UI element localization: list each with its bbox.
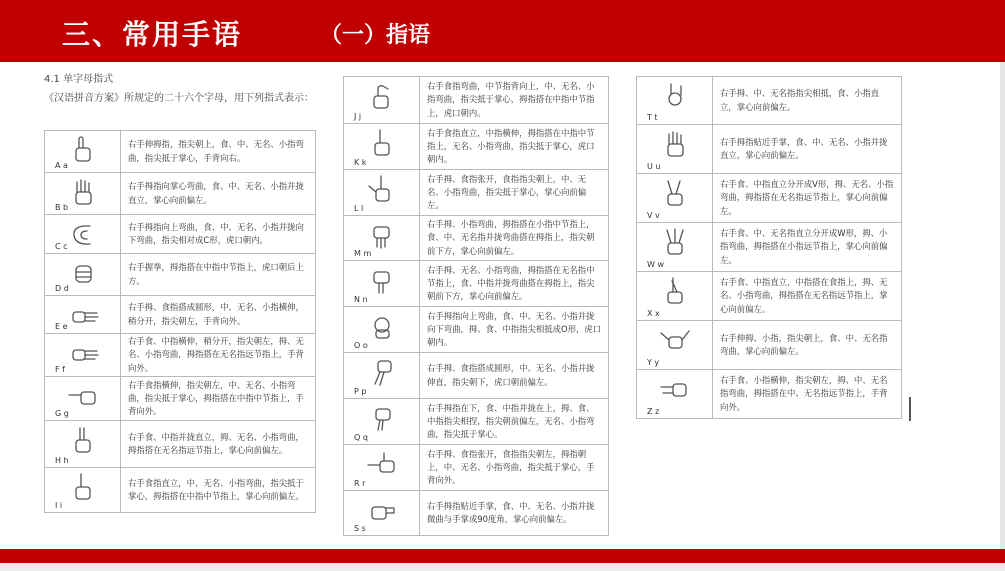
- sign-description: 右手拇指向掌心弯曲，食、中、无名、小指并拢直立，掌心向前偏左。: [121, 173, 316, 215]
- sign-image-cell: [45, 215, 121, 254]
- v-shape-hand-icon: [637, 177, 713, 209]
- table-row: [344, 261, 609, 307]
- table-row: [344, 491, 609, 536]
- letter-label: R r: [354, 479, 366, 488]
- bent-index-hand-icon: [344, 80, 420, 112]
- sign-description: 右手食、中指并拢直立，拇、无名、小指弯曲，拇指搭在无名指远节指上，掌心向前偏左。: [121, 421, 316, 468]
- right-edge-strip: [1000, 62, 1005, 549]
- table-row: [344, 124, 609, 170]
- sign-description: 右手握拳，拇指搭在中指中节指上，虎口朝后上方。: [121, 254, 316, 296]
- sign-image-cell: [344, 124, 420, 170]
- sign-description: 右手拇、食指张开，食指指尖朝上，中、无名、小指弯曲，指尖抵于掌心，掌心向前偏左。: [420, 170, 609, 216]
- sign-description: 右手拇、小指弯曲，拇指搭在小指中节指上，食、中、无名指并拢弯曲搭在拇指上，指尖朝前下方，掌心向前偏左。: [420, 216, 609, 261]
- table-row: [637, 272, 902, 321]
- sign-description: 右手伸拇、小指，指尖朝上，食、中、无名指弯曲，掌心向前偏左。: [713, 321, 902, 370]
- table-row: [45, 215, 316, 254]
- letter-label: E e: [55, 322, 68, 331]
- sign-description: 右手食指直立，中、无名、小指弯曲，指尖抵于掌心，拇指搭在中指中节指上，掌心向前偏左。: [121, 468, 316, 513]
- sign-image-cell: [45, 173, 121, 215]
- sign-description: 右手食、中、无名指直立分开成W形，拇、小指弯曲，拇指搭在小指远节指上，掌心向前偏左。: [713, 223, 902, 272]
- q-shape-hand-icon: [344, 402, 420, 434]
- alphabet-table-3: [636, 76, 902, 419]
- index-up-hand-icon: [344, 127, 420, 159]
- pointing-left-hand-icon: [45, 380, 121, 412]
- sign-description: 右手拇、食指搭成圆形，中、无名、小指并拢伸直，指尖朝下，虎口朝前偏左。: [420, 353, 609, 399]
- sign-description: 右手拇指向上弯曲，食、中、无名、小指并拢向下弯曲，拇、食、中指指尖相抵成O形，虎口朝内。: [420, 307, 609, 353]
- sign-description: 右手食、小指横伸，指尖朝左，拇、中、无名指弯曲，拇指搭在中、无名指远节指上，手背向外。: [713, 370, 902, 419]
- sign-image-cell: [637, 223, 713, 272]
- letter-label: I i: [55, 501, 63, 510]
- two-fingers-down-hand-icon: [344, 264, 420, 296]
- table-row: [45, 131, 316, 173]
- footer-strip: [0, 563, 1005, 571]
- sign-image-cell: [637, 272, 713, 321]
- letter-label: Q q: [354, 433, 368, 442]
- letter-label: T t: [647, 113, 658, 122]
- table-row: [637, 77, 902, 125]
- three-fingers-down-hand-icon: [344, 219, 420, 251]
- sign-description: 右手伸拇指，指尖朝上，食、中、无名、小指弯曲，指尖抵于掌心，手背向右。: [121, 131, 316, 173]
- letter-label: V v: [647, 211, 660, 220]
- letter-label: Y y: [647, 358, 660, 367]
- letter-label: O o: [354, 341, 368, 350]
- letter-label: K k: [354, 158, 367, 167]
- table-row: [45, 173, 316, 215]
- sign-image-cell: [344, 445, 420, 491]
- letter-label: H h: [55, 456, 69, 465]
- letter-label: D d: [55, 284, 69, 293]
- letter-label: N n: [354, 295, 368, 304]
- sign-description: 右手拇、中、无名指指尖相抵，食、小指直立，掌心向前偏左。: [713, 77, 902, 125]
- letter-label: U u: [647, 162, 661, 171]
- sign-image-cell: [45, 377, 121, 421]
- sign-description: 右手拇、食指张开，食指指尖朝左，拇指朝上，中、无名、小指弯曲，指尖抵于掌心，手背向外。: [420, 445, 609, 491]
- sign-description: 右手拇指向上弯曲，食、中、无名、小指并拢向下弯曲，指尖相对成C形，虎口朝内。: [121, 215, 316, 254]
- sign-description: 右手拇、食指搭成圆形，中、无名、小指横伸，稍分开，指尖朝左，手背向外。: [121, 296, 316, 334]
- flat-hand-icon: [637, 128, 713, 160]
- sign-description: 右手食指直立，中指横伸，拇指搭在中指中节指上，无名、小指弯曲，指尖抵于掌心，虎口朝内。: [420, 124, 609, 170]
- sign-image-cell: [637, 125, 713, 174]
- sign-image-cell: [344, 261, 420, 307]
- sign-image-cell: [344, 216, 420, 261]
- scroll-marker: [909, 397, 911, 421]
- letter-label: X x: [647, 309, 660, 318]
- sign-description: 右手食指弯曲，中节指背向上，中、无名、小指弯曲，指尖抵于掌心，拇指搭在中指中节指上，虎口朝内。: [420, 77, 609, 124]
- letter-label: B b: [55, 203, 69, 212]
- p-shape-hand-icon: [344, 356, 420, 388]
- alphabet-table-1: [44, 130, 316, 513]
- sign-image-cell: [45, 421, 121, 468]
- sign-image-cell: [344, 491, 420, 536]
- sign-image-cell: [344, 399, 420, 445]
- sign-description: 右手食、中指直立分开成V形，拇、无名、小指弯曲，拇指搭在无名指远节指上，掌心向前偏左。: [713, 174, 902, 223]
- table-row: [344, 216, 609, 261]
- table-row: [637, 125, 902, 174]
- table-row: [637, 174, 902, 223]
- x-shape-hand-icon: [637, 275, 713, 307]
- sign-image-cell: [45, 334, 121, 377]
- table-row: [344, 353, 609, 399]
- sign-image-cell: [45, 131, 121, 173]
- sign-image-cell: [637, 321, 713, 370]
- section-heading: 4.1 单字母指式: [44, 74, 114, 85]
- o-shape-hand-icon: [344, 310, 420, 342]
- index-up-hand-icon: [45, 471, 121, 503]
- sign-description: 右手拇、无名、小指弯曲，拇指搭在无名指中节指上，食、中指并拢弯曲搭在拇指上，指尖朝前下方，掌心向前偏左。: [420, 261, 609, 307]
- letter-label: F f: [55, 365, 65, 374]
- sign-image-cell: [45, 468, 121, 513]
- letter-label: Z z: [647, 407, 660, 416]
- table-row: [45, 334, 316, 377]
- sign-image-cell: [45, 296, 121, 334]
- table-row: [344, 77, 609, 124]
- footer-bar: [0, 549, 1005, 563]
- letter-label: A a: [55, 161, 68, 170]
- letter-label: J j: [354, 112, 362, 121]
- table-row: [344, 445, 609, 491]
- sign-description: 右手拇指贴近手掌，食、中、无名、小指并拢直立，掌心向前偏左。: [713, 125, 902, 174]
- sign-image-cell: [344, 353, 420, 399]
- table-row: [344, 399, 609, 445]
- table-row: [45, 468, 316, 513]
- table-row: [637, 223, 902, 272]
- table-row: [637, 321, 902, 370]
- sign-image-cell: [637, 370, 713, 419]
- intro-text: 《汉语拼音方案》所规定的二十六个字母，用下列指式表示：: [44, 93, 314, 104]
- section-subtitle: （一）指语: [320, 23, 431, 48]
- letter-label: C c: [55, 242, 68, 251]
- letter-label: S s: [354, 524, 366, 533]
- table-row: [45, 296, 316, 334]
- sign-image-cell: [344, 170, 420, 216]
- sign-image-cell: [637, 174, 713, 223]
- z-shape-hand-icon: [637, 373, 713, 405]
- l-shape-hand-icon: [344, 173, 420, 205]
- letter-label: M m: [354, 249, 372, 258]
- letter-label: W w: [647, 260, 664, 269]
- section-intro: [44, 70, 324, 106]
- table-row: [45, 421, 316, 468]
- alphabet-table-2: [343, 76, 609, 536]
- r-shape-hand-icon: [344, 448, 420, 480]
- sign-description: 右手拇指贴近手掌，食、中、无名、小指并拢微曲与手掌成90度角，掌心向前偏左。: [420, 491, 609, 536]
- y-shape-hand-icon: [637, 324, 713, 356]
- page-title: 三、常用手语: [62, 18, 243, 51]
- table-row: [45, 254, 316, 296]
- sign-description: 右手拇指在下，食、中指并拢在上，拇、食、中指指尖相捏，指尖朝前偏左，无名、小指弯曲，指尖抵于掌心。: [420, 399, 609, 445]
- two-fingers-up-hand-icon: [45, 424, 121, 456]
- sign-description: 右手食、中指横伸，稍分开，指尖朝左，拇、无名、小指弯曲，拇指搭在无名指远节指上，手背向外。: [121, 334, 316, 377]
- letter-label: P p: [354, 387, 367, 396]
- w-shape-hand-icon: [637, 226, 713, 258]
- letter-label: L l: [354, 204, 364, 213]
- table-row: [344, 170, 609, 216]
- sign-description: 右手食指横伸，指尖朝左，中、无名、小指弯曲，指尖抵于掌心，拇指搭在中指中节指上，手背向外。: [121, 377, 316, 421]
- sign-image-cell: [637, 77, 713, 125]
- sign-description: 右手食、中指直立，中指搭在食指上，拇、无名、小指弯曲，拇指搭在无名指远节指上，掌心向前偏左。: [713, 272, 902, 321]
- table-row: [45, 377, 316, 421]
- sign-image-cell: [344, 77, 420, 124]
- s-shape-hand-icon: [344, 494, 420, 526]
- table-row: [344, 307, 609, 353]
- table-row: [637, 370, 902, 419]
- t-shape-hand-icon: [637, 80, 713, 112]
- header-bar: [0, 0, 1005, 62]
- letter-label: G g: [55, 409, 69, 418]
- sign-image-cell: [344, 307, 420, 353]
- sign-image-cell: [45, 254, 121, 296]
